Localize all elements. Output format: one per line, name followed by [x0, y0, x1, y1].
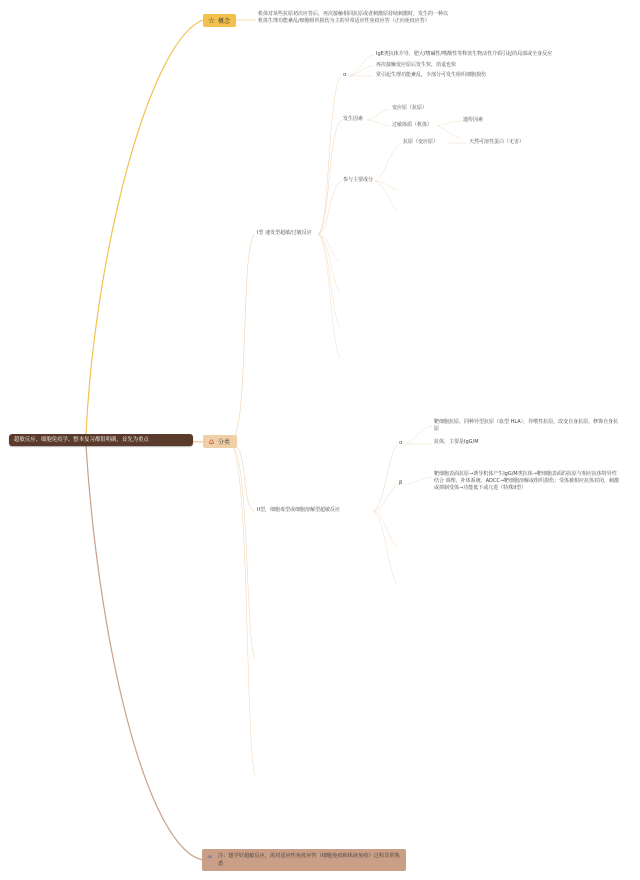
antigen-label: 抗原（变应原） — [403, 139, 439, 145]
class-to-type1-line — [230, 234, 255, 442]
type2-beta-label[interactable]: β — [399, 480, 403, 486]
classification-topic[interactable] — [203, 435, 237, 448]
allergen-label: 变应原（抗原） — [392, 105, 428, 111]
root-topic[interactable]: 超敏反应、细胞免疫学、整本复习都很明确，首先为重点 — [9, 434, 193, 446]
type2-antibody-text: 抗体，主要是IgG/M — [434, 439, 479, 445]
components-extra-line2 — [375, 181, 398, 212]
natural-protein-label: 天然可溶性蛋白（无害） — [469, 139, 525, 145]
type1-to-factors-line — [318, 120, 342, 234]
concept-topic[interactable] — [203, 14, 236, 27]
link-icon: ∞ — [207, 853, 213, 861]
type2-topic[interactable]: II型，细胞毒型或细胞溶解型超敏反应 — [257, 507, 340, 513]
constitution-label: 过敏体质（机体） — [392, 122, 433, 128]
type1-fan-line1 — [318, 234, 340, 262]
concept-label: 概念 — [218, 18, 231, 25]
classification-label: 分类 — [218, 439, 231, 446]
type1-alpha-item-2: 再次接触变应原后发生快，消退也快 — [376, 62, 457, 68]
type2-to-beta-line — [373, 484, 398, 511]
class-to-type2-line — [230, 442, 255, 511]
concept-text: 机体对某些抗原初次应答后，再次接触相同抗原或者刺激原持续刺激时，发生的一种以机体生理功能紊乱/细胞组织损伤为主的异常适应性免疫应答（正向免疫应答） — [258, 11, 449, 24]
beta2-to-text-line — [405, 477, 432, 484]
type1-alpha-label[interactable]: ɑ — [343, 72, 347, 78]
factors-to-constitution-line — [367, 120, 390, 126]
type2-beta-text: 靶细胞表面抗原→诱导机体产生IgG/M类抗体→靶细胞表面的抗原与相应抗体特异性结合 调理、补体系统、ADCC→靶细胞溶解或组织损伤；受体被相应抗体封闭，刺激或抑制受体→功能低下或亢进（特殊II型） — [434, 471, 620, 491]
type2-target-text: 靶细胞抗原，同种异型抗原（血型 HLA），异嗜性抗原，改变自身抗原，修饰自身抗原 — [434, 419, 619, 432]
type1-alpha-item-1: IgE类抗体介导，肥大/嗜碱性/嗜酸性等释放生物活性介质引起的局部或全身反应 — [376, 51, 553, 57]
type2-fan-line2 — [373, 511, 398, 585]
type2-alpha-label[interactable]: ɑ — [399, 440, 403, 446]
branch-note-line — [86, 446, 203, 860]
type1-alpha-item-3: 常引起生理功能紊乱，少部分可发生组织细胞损伤 — [376, 72, 487, 78]
alpha2-to-target-line — [405, 426, 432, 444]
type1-topic[interactable]: I型 速发型超敏/过敏反应 — [257, 230, 312, 236]
components-extra-line1 — [375, 181, 398, 190]
branch-concept-line — [86, 20, 203, 434]
type1-to-alpha-line — [318, 76, 342, 234]
type1-fan-line4 — [318, 234, 340, 358]
note-text: 注：想学好超敏反应，需对适应性免疫应答（细胞免疫和体液免疫）过程非常熟悉 — [218, 853, 400, 867]
type1-to-components-line — [318, 181, 342, 234]
genetic-label: 遗传因素 — [463, 117, 484, 123]
factors-to-allergen-line — [367, 109, 390, 120]
type1-fan-line3 — [318, 234, 340, 328]
constitution-extra-line — [437, 126, 460, 138]
star-icon: ☆ — [207, 16, 216, 25]
home-icon: ⌂ — [208, 437, 215, 446]
alpha1-item-line1 — [348, 55, 374, 76]
constitution-to-genetic-line — [437, 121, 462, 126]
components-to-antigen-line — [375, 143, 401, 181]
class-to-empty-line1 — [230, 442, 255, 660]
components-label[interactable]: 参与主要成分 — [343, 177, 374, 183]
note-topic[interactable] — [202, 849, 406, 871]
factors-label[interactable]: 发生因素 — [343, 116, 364, 122]
